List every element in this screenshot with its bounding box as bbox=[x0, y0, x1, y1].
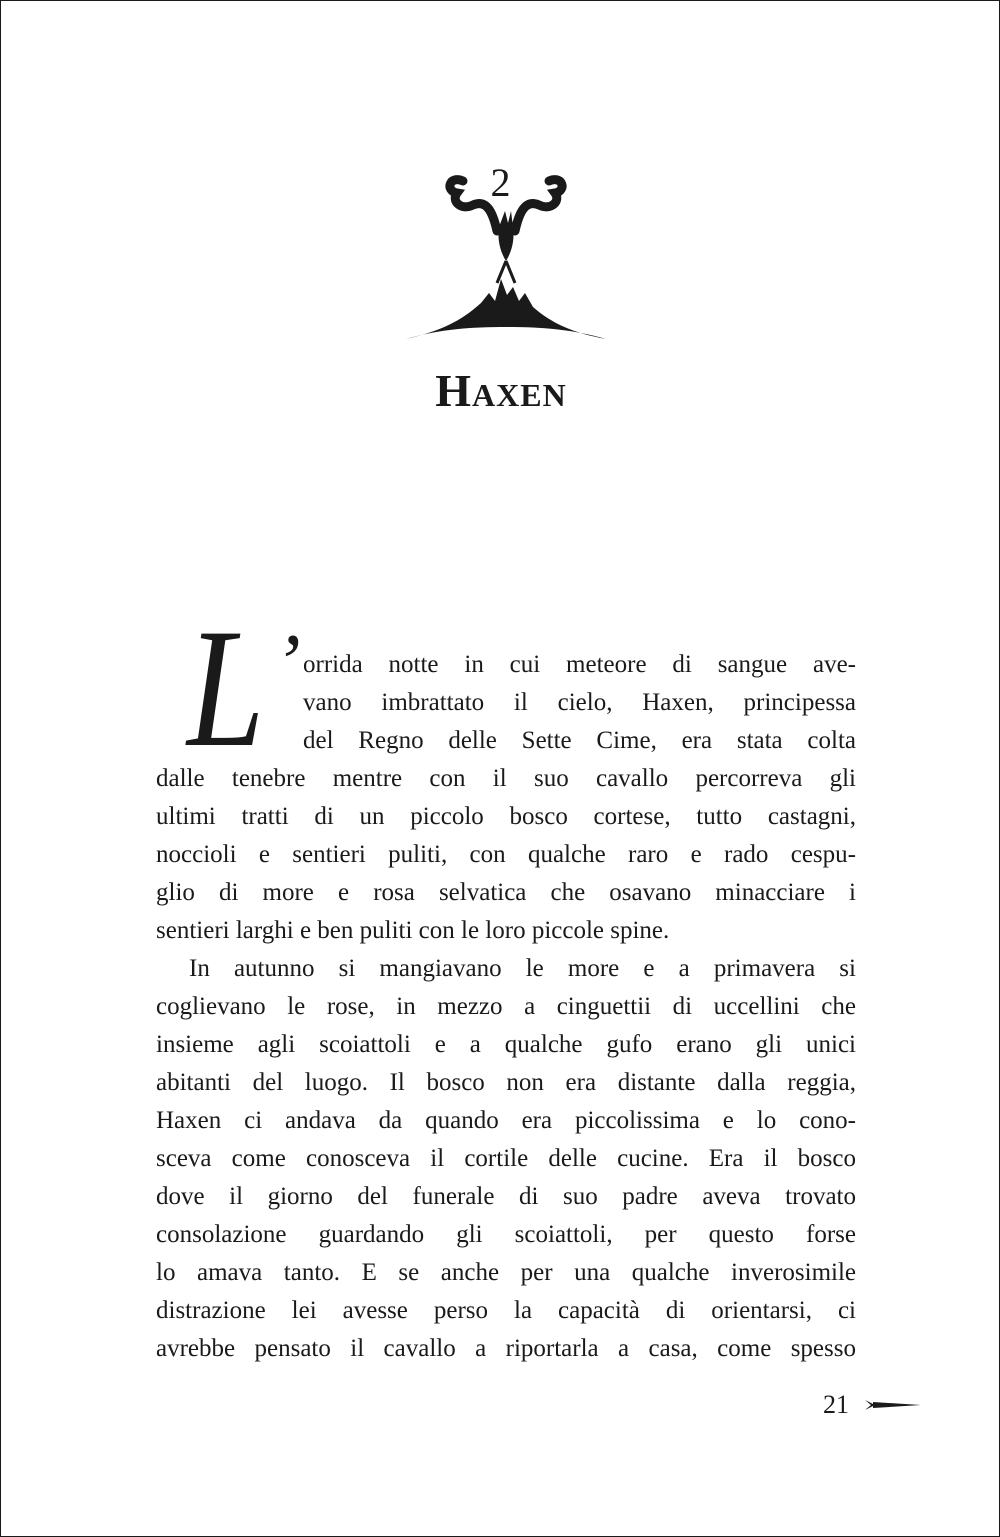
text-line: avrebbe pensato il cavallo a riportarla a casa, come spesso bbox=[156, 1335, 856, 1362]
text-line: coglievano le rose, in mezzo a cinguettii di uccellini che bbox=[156, 993, 856, 1020]
chapter-title: Haxen bbox=[435, 365, 567, 416]
text-line: orrida notte in cui meteore di sangue ave- bbox=[303, 651, 856, 678]
text-line: sceva come conosceva il cortile delle cucine. Era il bosco bbox=[156, 1145, 856, 1172]
arrow-pointer-icon bbox=[865, 1398, 921, 1412]
text-line: insieme agli scoiattoli e a qualche gufo erano gli unici bbox=[156, 1031, 856, 1058]
text-line: del Regno delle Sette Cime, era stata colta bbox=[303, 727, 856, 754]
text-line: sentieri larghi e ben puliti con le loro piccole spine. bbox=[156, 917, 670, 944]
text-line: dove il giorno del funerale di suo padre aveva trovato bbox=[156, 1183, 856, 1210]
text-line: vano imbrattato il cielo, Haxen, principessa bbox=[303, 689, 856, 716]
text-line: In autunno si mangiavano le more e a primavera si bbox=[189, 955, 856, 982]
text-line: dalle tenebre mentre con il suo cavallo percorreva gli bbox=[156, 765, 856, 792]
drop-cap-apostrophe: ’ bbox=[274, 619, 301, 707]
text-line: abitanti del luogo. Il bosco non era distante dalla reggia, bbox=[156, 1069, 856, 1096]
text-line: noccioli e sentieri puliti, con qualche raro e rado cespu- bbox=[156, 841, 856, 868]
mountain-dragon-ornament-icon bbox=[401, 161, 611, 351]
text-line: lo amava tanto. E se anche per una qualche inverosimile bbox=[156, 1259, 856, 1286]
text-line: glio di more e rosa selvatica che osavano minacciare i bbox=[156, 879, 856, 906]
chapter-number: 2 bbox=[490, 160, 512, 205]
text-line: distrazione lei avesse perso la capacità di orientarsi, ci bbox=[156, 1297, 856, 1324]
drop-cap-letter: L bbox=[187, 594, 265, 782]
text-line: consolazione guardando gli scoiattoli, per questo forse bbox=[156, 1221, 856, 1248]
text-line: Haxen ci andava da quando era piccolissima e lo cono- bbox=[156, 1107, 856, 1134]
text-line: ultimi tratti di un piccolo bosco cortese, tutto castagni, bbox=[156, 803, 856, 830]
page-number: 21 bbox=[823, 1390, 849, 1419]
